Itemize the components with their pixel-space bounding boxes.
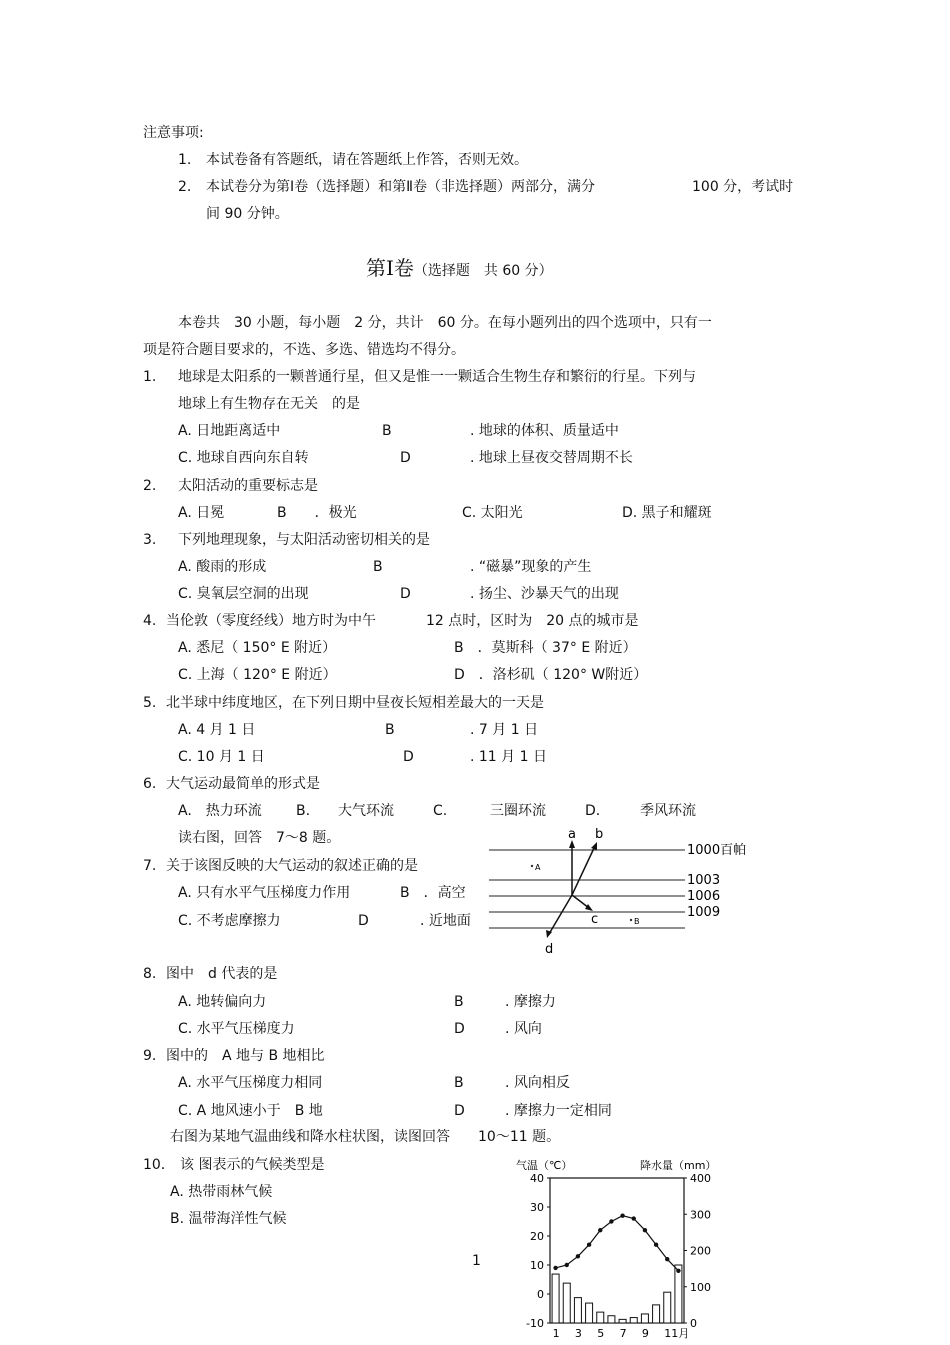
q7-option-b: B ．高空	[400, 885, 466, 901]
temperature-point	[565, 1263, 569, 1267]
q8-stem: 图中 d 代表的是	[166, 966, 278, 982]
q5-option-c: C. 10 月 1 日	[178, 749, 265, 765]
left-tick-label: 40	[530, 1172, 544, 1185]
right-tick-label: 100	[690, 1280, 711, 1294]
precip-bar	[608, 1316, 615, 1323]
q5-option-d: . 11 月 1 日	[470, 749, 547, 765]
wind-label-c: c	[591, 912, 599, 927]
q10-stem: 该 图表示的气候类型是	[180, 1157, 325, 1173]
q5-stem: 北半球中纬度地区，在下列日期中昼夜长短相差最大的一天是	[166, 695, 544, 711]
precip-bar	[552, 1274, 559, 1323]
wind-diagram	[489, 822, 754, 958]
q9-option-c: C. A 地风速小于 B 地	[178, 1103, 323, 1119]
q9-option-d: . 摩擦力一定相同	[505, 1103, 612, 1119]
q8-option-c: C. 水平气压梯度力	[178, 1021, 295, 1037]
q6-option-c-letter: C.	[433, 803, 448, 819]
q1-stem-1: 地球是太阳系的一颗普通行星，但又是惟一一颗适合生物生存和繁衍的行星。下列与	[178, 369, 696, 385]
left-tick-label: 10	[530, 1259, 544, 1272]
q9-option-d-letter: D	[454, 1103, 465, 1119]
notice-item-2-text: 本试卷分为第Ⅰ卷（选择题）和第Ⅱ卷（非选择题）两部分，满分	[206, 179, 596, 195]
temperature-point	[620, 1214, 624, 1218]
notice-item-2-num: 2.	[178, 179, 192, 195]
x-tick-label: 5	[597, 1327, 605, 1340]
q3-num: 3.	[143, 532, 157, 548]
q4-option-a: A. 悉尼（ 150° E 附近）	[178, 640, 337, 656]
q2-num: 2.	[143, 478, 157, 494]
section-title-sub: （选择题 共 60 分）	[413, 263, 553, 279]
q9-num: 9.	[143, 1048, 157, 1064]
precip-bar	[630, 1318, 637, 1323]
q5-option-a: A. 4 月 1 日	[178, 722, 256, 738]
right-tick-label: 0	[690, 1317, 697, 1330]
left-tick-label: 20	[530, 1230, 544, 1243]
temperature-point	[587, 1243, 591, 1247]
precip-bar	[574, 1298, 581, 1323]
q2-option-d: D. 黑子和耀斑	[622, 505, 712, 521]
page-number: 1	[472, 1253, 481, 1269]
q7-option-d: . 近地面	[420, 913, 471, 929]
left-tick-label: 30	[530, 1201, 544, 1214]
isobar-label-1006: 1006	[687, 889, 721, 904]
left-tick-label: 0	[537, 1288, 544, 1301]
precip-bar	[563, 1283, 570, 1323]
q7-option-c: C. 不考虑摩擦力	[178, 913, 281, 929]
q9-option-b-letter: B	[454, 1075, 464, 1091]
q6-option-a: A. 热力环流	[178, 803, 262, 819]
intro-line-2: 项是符合题目要求的，不选、多选、错选均不得分。	[143, 342, 465, 358]
q6-option-d-letter: D.	[585, 803, 601, 819]
q5-option-d-letter: D	[403, 749, 414, 765]
q4-option-b: B ．莫斯科（ 37° E 附近）	[454, 640, 637, 656]
q10-num: 10．	[143, 1157, 175, 1173]
q3-option-d-letter: D	[400, 586, 411, 602]
precip-bar	[597, 1312, 604, 1323]
precip-bar	[619, 1319, 626, 1323]
precip-bar	[586, 1303, 593, 1323]
x-tick-label: 11月	[664, 1327, 690, 1340]
q3-stem: 下列地理现象，与太阳活动密切相关的是	[178, 532, 430, 548]
precip-bar	[664, 1292, 671, 1323]
section-title	[366, 256, 553, 283]
right-tick-label: 400	[690, 1172, 711, 1185]
temperature-point	[654, 1243, 658, 1247]
q4-stem-2: 12 点时，区时为 20 点的城市是	[426, 613, 639, 629]
q6-num: 6.	[143, 776, 157, 792]
q4-option-c: C. 上海（ 120° E 附近）	[178, 667, 337, 683]
q7-option-d-letter: D	[358, 913, 369, 929]
chart-ylabel-left: 气温（℃）	[516, 1159, 573, 1172]
wind-label-A: A	[535, 863, 541, 872]
notice-item-2-text3: 间 90 分钟。	[206, 206, 289, 222]
intro-line-1: 本卷共 30 小题，每小题 2 分，共计 60 分。在每小题列出的四个选项中，只有一	[178, 315, 712, 331]
isobar-label-1009: 1009	[687, 905, 721, 920]
q10-option-b: B. 温带海洋性气候	[170, 1211, 287, 1227]
q1-option-c: C. 地球自西向东自转	[178, 450, 309, 466]
read-instruction-1: 读右图，回答 7～8 题。	[178, 830, 341, 846]
temperature-point	[553, 1266, 557, 1270]
wind-label-a: a	[568, 827, 576, 842]
notice-item-1-num: 1.	[178, 152, 192, 168]
q8-option-a: A. 地转偏向力	[178, 994, 267, 1010]
q5-option-b: . 7 月 1 日	[470, 722, 539, 738]
left-tick-label: -10	[526, 1317, 544, 1330]
q3-option-b-letter: B	[373, 559, 383, 575]
right-tick-label: 200	[690, 1244, 711, 1258]
q6-option-d: 季风环流	[640, 803, 696, 819]
isobar-label-1000: 1000百帕	[687, 843, 747, 858]
q6-option-b: B. 大气环流	[296, 803, 395, 819]
notice-item-1-text: 本试卷备有答题纸，请在答题纸上作答，否则无效。	[206, 152, 528, 168]
q1-option-d-letter: D	[400, 450, 411, 466]
q4-num: 4.	[143, 613, 157, 629]
temperature-point	[665, 1257, 669, 1261]
q10-option-a: A. 热带雨林气候	[170, 1184, 273, 1200]
q7-num: 7.	[143, 858, 157, 874]
chart-ylabel-right: 降水量（mm）	[640, 1159, 717, 1172]
x-tick-label: 9	[641, 1327, 649, 1340]
q2-option-c: C. 太阳光	[462, 505, 523, 521]
q8-option-d: . 风向	[505, 1021, 542, 1037]
temperature-point	[576, 1254, 580, 1258]
q3-option-a: A. 酸雨的形成	[178, 559, 267, 575]
temperature-point	[643, 1228, 647, 1232]
temperature-point	[609, 1219, 613, 1223]
x-tick-label: 1	[552, 1327, 560, 1340]
temperature-point	[676, 1269, 680, 1273]
precip-bar	[675, 1265, 682, 1323]
q3-option-b: . “磁暴”现象的产生	[470, 559, 592, 575]
q8-option-d-letter: D	[454, 1021, 465, 1037]
q5-option-b-letter: B	[385, 722, 395, 738]
notice-heading: 注意事项:	[143, 125, 204, 141]
q8-option-b: . 摩擦力	[505, 994, 556, 1010]
wind-label-B: B	[634, 917, 640, 926]
x-tick-label: 7	[619, 1327, 627, 1340]
q8-option-b-letter: B	[454, 994, 464, 1010]
precip-bar	[653, 1305, 660, 1323]
q2-stem: 太阳活动的重要标志是	[178, 478, 318, 494]
q1-option-a: A. 日地距离适中	[178, 423, 281, 439]
q7-stem: 关于该图反映的大气运动的叙述正确的是	[166, 858, 418, 874]
temperature-point	[632, 1216, 636, 1220]
q2-option-b: B ．极光	[277, 505, 357, 521]
q4-stem-1: 当伦敦（零度经线）地方时为中午	[166, 613, 376, 629]
q1-stem-2: 地球上有生物存在无关 的是	[178, 396, 360, 412]
right-tick-label: 300	[690, 1208, 711, 1222]
notice-item-2-text2: 100 分，考试时	[692, 179, 794, 195]
q4-option-d: D ．洛杉矶（ 120° W附近）	[454, 667, 648, 683]
wind-label-b: b	[595, 827, 604, 842]
q1-option-b: . 地球的体积、质量适中	[470, 423, 619, 439]
q3-option-c: C. 臭氧层空洞的出现	[178, 586, 309, 602]
q7-option-a: A. 只有水平气压梯度力作用	[178, 885, 351, 901]
q2-option-a: A. 日冕	[178, 505, 225, 521]
x-tick-label: 3	[574, 1327, 582, 1340]
q8-num: 8.	[143, 966, 157, 982]
isobar-label-1003: 1003	[687, 873, 721, 888]
temperature-point	[598, 1228, 602, 1232]
q3-option-d: . 扬尘、沙暴天气的出现	[470, 586, 619, 602]
q1-option-d: . 地球上昼夜交替周期不长	[470, 450, 633, 466]
q9-option-b: . 风向相反	[505, 1075, 570, 1091]
read-instruction-2: 右图为某地气温曲线和降水柱状图，读图回答 10～11 题。	[170, 1129, 561, 1145]
section-title-main: 第Ⅰ卷	[366, 256, 414, 280]
q6-stem: 大气运动最简单的形式是	[166, 776, 320, 792]
wind-label-d: d	[545, 942, 554, 957]
q9-option-a: A. 水平气压梯度力相同	[178, 1075, 323, 1091]
climate-chart	[512, 1156, 724, 1342]
q5-num: 5.	[143, 695, 157, 711]
q9-stem: 图中的 A 地与 B 地相比	[166, 1048, 325, 1064]
q1-option-b-letter: B	[382, 423, 392, 439]
precip-bar	[641, 1314, 648, 1323]
temperature-line	[556, 1216, 679, 1271]
q1-num: 1.	[143, 369, 157, 385]
q6-option-c: 三圈环流	[490, 803, 546, 819]
